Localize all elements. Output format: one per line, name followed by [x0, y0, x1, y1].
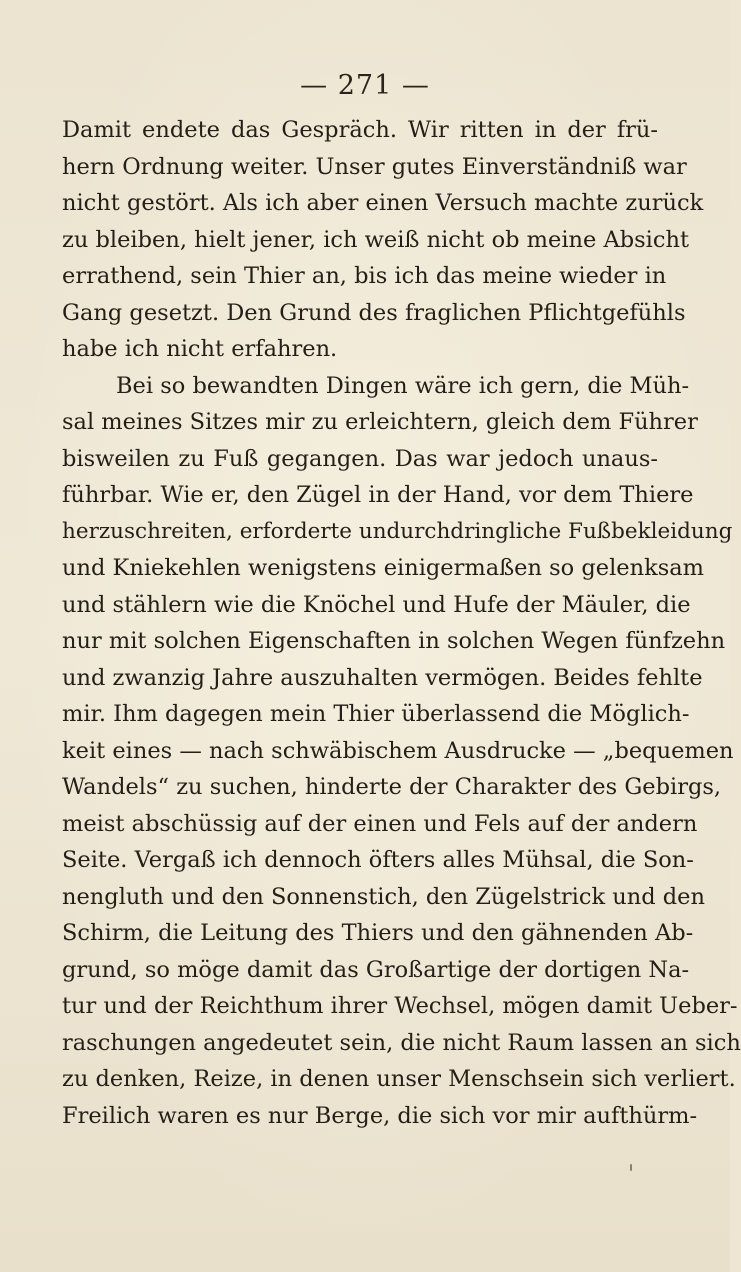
text-line: Seite. Vergaß ich dennoch öfters alles Mühsal, die Son- — [62, 847, 694, 873]
text-line: nengluth und den Sonnenstich, den Zügelstrick und den — [62, 883, 705, 910]
text-line: nur mit solchen Eigenschaften in solchen Wegen fünfzehn — [62, 628, 726, 654]
text-line: zu denken, Reize, in denen unser Menschsein sich verliert. — [62, 1066, 736, 1092]
text-line: Freilich waren es nur Berge, die sich vor mir aufthürm- — [62, 1102, 698, 1129]
text-line: habe ich nicht erfahren. — [62, 336, 338, 362]
paper-speck — [630, 1164, 632, 1171]
text-line: mir. Ihm dagegen mein Thier überlassend die Möglich- — [62, 701, 690, 727]
text-line: keit eines — nach schwäbischem Ausdrucke — „bequemen — [62, 737, 734, 764]
text-line: grund, so möge damit das Großartige der dortigen Na- — [62, 956, 690, 983]
text-line: Bei so bewandten Dingen wäre ich gern, die Müh- — [116, 372, 690, 399]
text-line: und Kniekehlen wenigstens einigermaßen so gelenksam — [62, 555, 705, 581]
text-line: führbar. Wie er, den Zügel in der Hand, vor dem Thiere — [62, 482, 694, 508]
text-line: Schirm, die Leitung des Thiers und den gähnenden Ab- — [62, 920, 694, 946]
text-line: errathend, sein Thier an, bis ich das meine wieder in — [62, 263, 667, 289]
text-line: bisweilen zu Fuß gegangen. Das war jedoch unaus- — [62, 445, 658, 472]
text-line: Wandels“ zu suchen, hinderte der Charakter des Gebirgs, — [62, 774, 722, 800]
text-line: nicht gestört. Als ich aber einen Versuch machte zurück — [62, 190, 704, 216]
page-number: — 271 — — [300, 70, 430, 101]
text-line: tur und der Reichthum ihrer Wechsel, mögen damit Ueber- — [62, 993, 738, 1019]
text-line: raschungen angedeutet sein, die nicht Raum lassen an sich — [62, 1029, 741, 1056]
text-line: sal meines Sitzes mir zu erleichtern, gleich dem Führer — [62, 409, 698, 435]
text-line: und zwanzig Jahre auszuhalten vermögen. Beides fehlte — [62, 664, 703, 691]
text-line: herzuschreiten, erforderte undurchdringliche Fußbekleidung — [62, 518, 733, 544]
text-line: Gang gesetzt. Den Grund des fraglichen Pflichtgefühls — [62, 299, 686, 326]
text-line: meist abschüssig auf der einen und Fels auf der andern — [62, 810, 698, 837]
text-line: und stählern wie die Knöchel und Hufe der Mäuler, die — [62, 591, 691, 618]
body-text — [62, 112, 741, 1134]
text-line: hern Ordnung weiter. Unser gutes Einverständniß war — [62, 153, 687, 180]
text-line: zu bleiben, hielt jener, ich weiß nicht ob meine Absicht — [62, 226, 690, 253]
text-line: Damit endete das Gespräch. Wir ritten in der frü- — [62, 117, 658, 143]
